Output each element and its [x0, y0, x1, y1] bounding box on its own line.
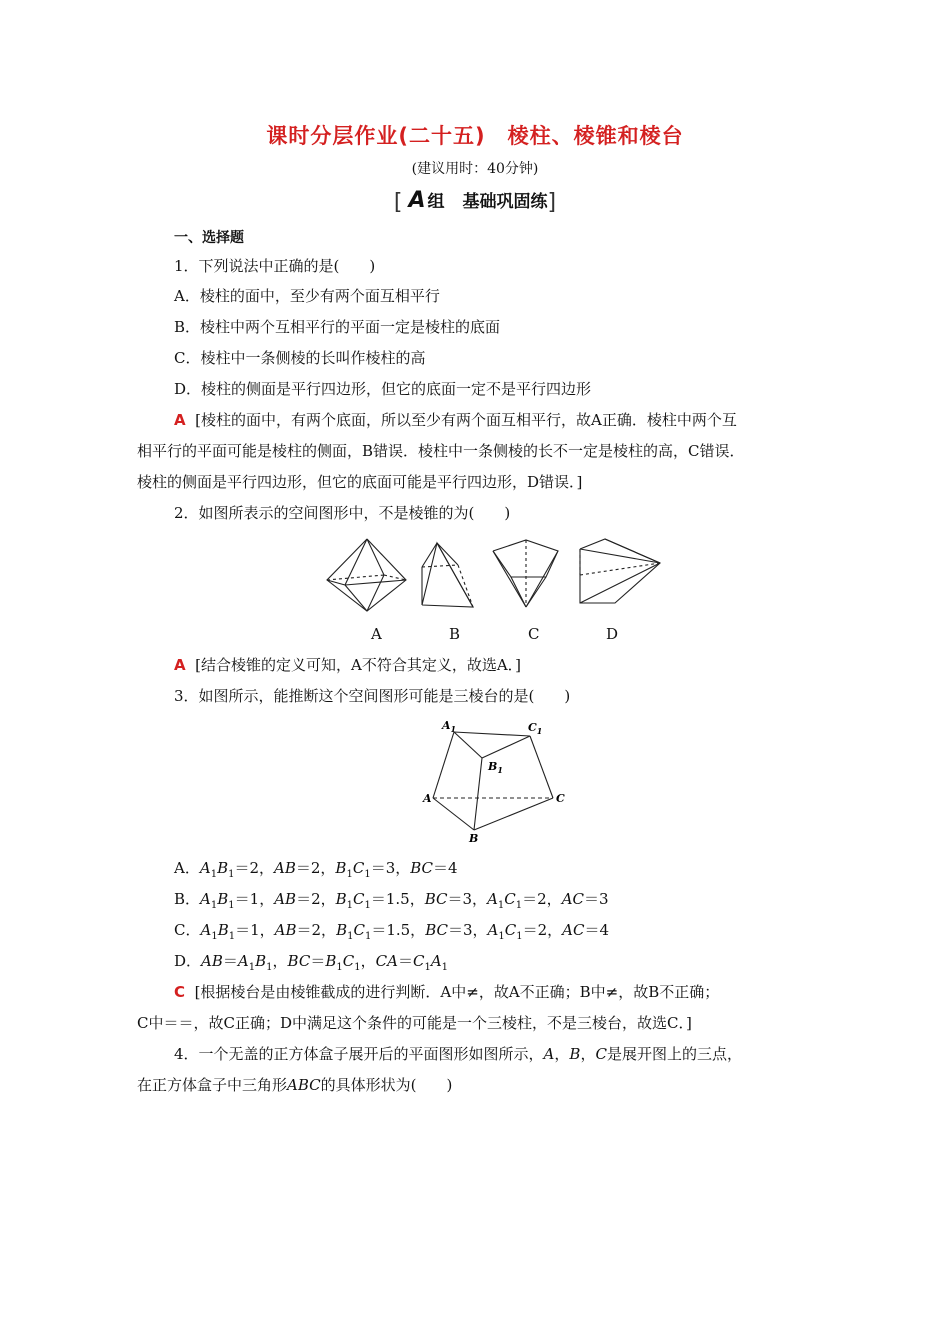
q1-option-a: A．棱柱的面中，至少有两个面互相平行 — [174, 287, 440, 305]
q1-answer: A — [174, 411, 186, 429]
label-b1: $B_1$ — [488, 760, 503, 775]
figure-label-a: A — [371, 625, 382, 643]
label-a: A — [423, 792, 432, 805]
figure-c-pyramid — [493, 540, 558, 607]
label-c1: $C_1$ — [528, 721, 543, 736]
q3-stem: 3．如图所示，能推断这个空间图形可能是三棱台的是( ) — [174, 687, 571, 705]
q3-frustum-figure — [420, 715, 580, 845]
label-b: B — [469, 832, 479, 845]
page-title: 课时分层作业(二十五) 棱柱、棱锥和棱台 — [266, 124, 684, 148]
q2-answer: A — [174, 656, 186, 674]
figure-b-pyramid — [422, 543, 473, 607]
q4-stem-line1: 4．一个无盖的正方体盒子展开后的平面图形如图所示，A，B，C是展开图上的三点， — [174, 1045, 742, 1063]
q1-explanation-line3: 棱柱的侧面是平行四边形，但它的底面可能是平行四边形，D错误．] — [137, 473, 583, 491]
suggested-time: (建议用时：40分钟) — [411, 161, 539, 177]
figure-label-d: D — [606, 625, 619, 643]
q1-stem: 1．下列说法中正确的是( ) — [174, 257, 376, 275]
section-heading: 一、选择题 — [174, 230, 244, 246]
label-c: C — [556, 792, 565, 805]
q3-option-d: D．$AB=A_1B_1$，$BC=B_1C_1$，$CA=C_1A_1$ — [174, 952, 449, 973]
label-a1: $A_1$ — [442, 719, 457, 734]
q4-stem-line2: 在正方体盒子中三角形ABC的具体形状为( ) — [137, 1076, 453, 1094]
figure-a-octahedron — [327, 539, 406, 611]
q1-option-c: C．棱柱中一条侧棱的长叫作棱柱的高 — [174, 349, 426, 367]
q2-stem: 2．如图所表示的空间图形中，不是棱锥的为( ) — [174, 504, 511, 522]
figure-label-b: B — [449, 625, 461, 643]
q3-option-a: A．$A_1B_1=2$，AB＝2，$B_1C_1=3$，BC＝4 — [174, 859, 458, 880]
q3-answer: C — [174, 983, 186, 1001]
figure-d-pyramid — [580, 539, 660, 603]
q3-explanation-line2: C中＝＝，故C正确；D中满足这个条件的可能是一个三棱柱，不是三棱台，故选C．] — [137, 1014, 692, 1032]
q3-option-c: C．$A_1B_1=1$，AB＝2，$B_1C_1=1.5$，BC＝3，$A_1C_1=2$，AC＝4 — [174, 921, 609, 942]
q1-option-b: B．棱柱中两个互相平行的平面一定是棱柱的底面 — [174, 318, 501, 336]
group-banner: [ A 组 基础巩固练] — [393, 188, 557, 215]
q2-explanation: A [结合棱锥的定义可知，A不符合其定义，故选A．] — [174, 656, 522, 674]
figure-label-c: C — [528, 625, 540, 643]
q1-explanation-line1: A [棱柱的面中，有两个底面，所以至少有两个面互相平行，故A正确．棱柱中两个互 — [174, 411, 737, 429]
q1-option-d: D．棱柱的侧面是平行四边形，但它的底面一定不是平行四边形 — [174, 380, 592, 398]
q2-figures — [320, 535, 670, 615]
q3-option-b: B．$A_1B_1=1$，AB＝2，$B_1C_1=1.5$，BC＝3，$A_1C_1=2$，AC＝3 — [174, 890, 609, 911]
q1-explanation-line2: 相平行的平面可能是棱柱的侧面，B错误．棱柱中一条侧棱的长不一定是棱柱的高，C错误． — [137, 442, 745, 460]
q3-explanation-line1: C [根据棱台是由棱锥截成的进行判断．A中≠，故A不正确；B中≠，故B不正确； — [174, 983, 720, 1001]
